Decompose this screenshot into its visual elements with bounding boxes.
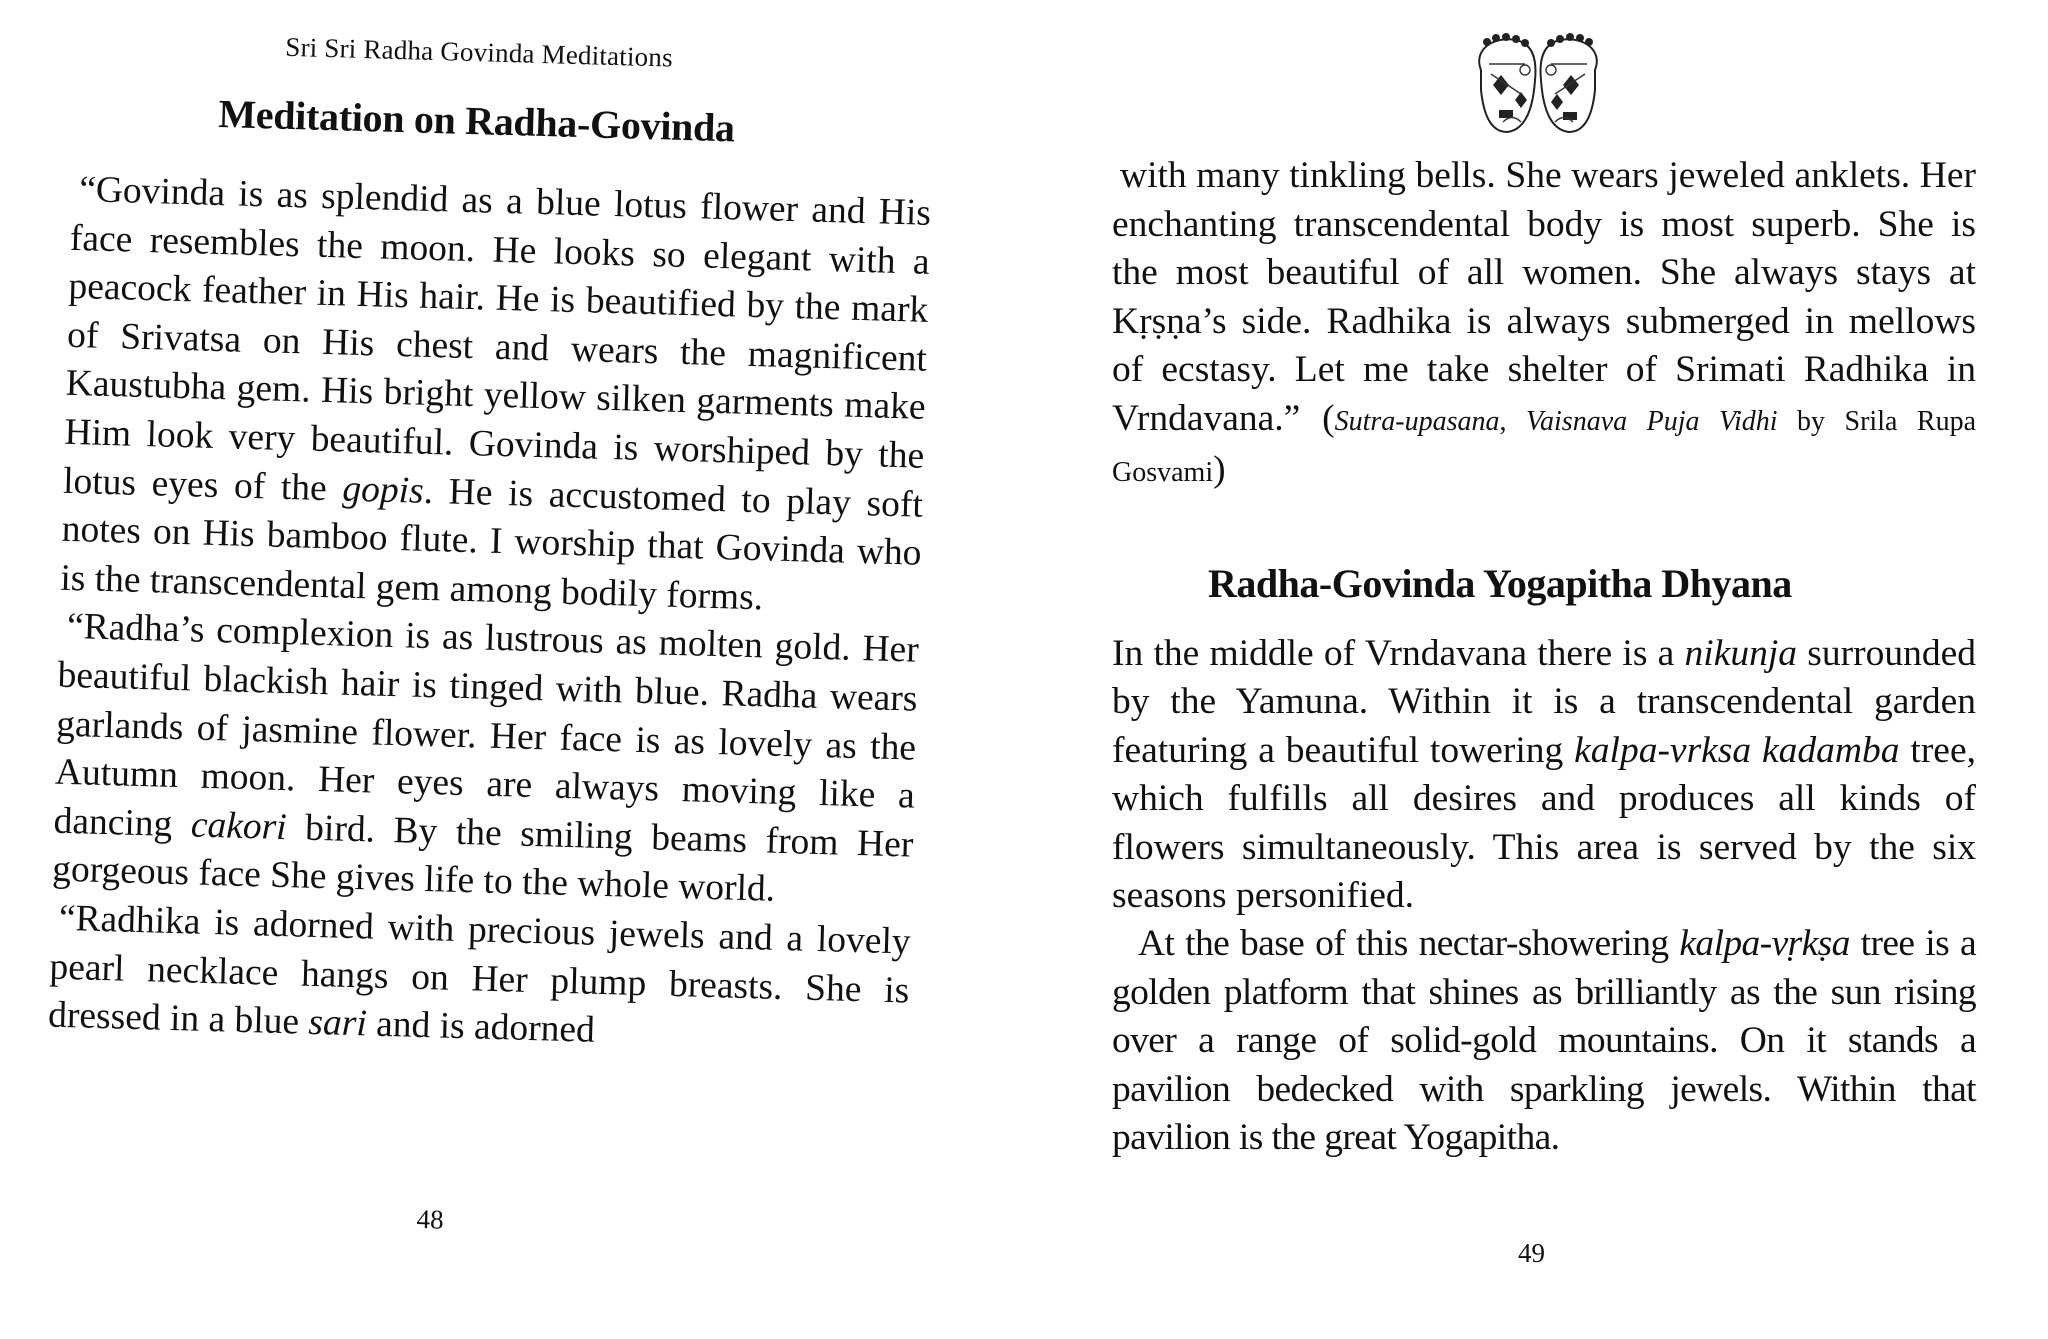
paragraph-radhika: “Radhika is adorned with precious jewels and a lovely pearl necklace hangs on Her plump breasts. She is dressed in a blue sari and is adorned: [47, 897, 912, 1051]
page-number-left: 48: [416, 1203, 445, 1235]
paragraph-continued: with many tinkling bells. She wears jeweled anklets. Her enchanting transcendental body is most superb. She is the most beautiful of all women. She always stays at Kṛṣṇa’s side. Radhika is always submerged in mellows of ecstasy. Let me take shelter of Srimati Radhika in Vrndavana.” (Sutra-upasana, Vaisnava Puja Vidhi by Srila Rupa Gosvami): [1112, 155, 1976, 490]
citation: Sutra-upasana, Vaisnava Puja Vidhi by Srila Rupa Gosvami: [1112, 405, 1976, 488]
paragraph-yogapitha: At the base of this nectar-showering kalpa-vṛkṣa tree is a golden platform that shines as brilliantly as the sun rising over a range of solid-gold mountains. On it stands a pavilion bedecked with sparkling jewels. Within that pavilion is the great Yogapitha.: [1112, 923, 1976, 1159]
section-title: Radha-Govinda Yogapitha Dhyana: [1208, 561, 1792, 606]
right-body-text: [1112, 152, 1976, 498]
paragraph-radha: “Radha’s complexion is as lustrous as molten gold. Her beautiful blackish hair is tinged with blue. Radha wears garlands of jasmine flower. Her face is as lovely as the Autumn moon. Her eyes are always moving like a dancing cakori bird. By the smiling beams from Her gorgeous face She gives life to the whole world.: [51, 606, 920, 911]
paragraph-vrndavana: In the middle of Vrndavana there is a nikunja surrounded by the Yamuna. Within it is a transcendental garden featuring a beautiful towering kalpa-vrksa kadamba tree, which fulfills all desires and produces all kinds of flowers simultaneously. This area is served by the six seasons personified.: [1112, 633, 1976, 917]
right-page: [1080, 0, 2048, 1326]
page-number-right: 49: [1518, 1238, 1545, 1268]
chapter-title: Meditation on Radha-Govinda: [217, 90, 736, 151]
running-head: Sri Sri Radha Govinda Meditations: [284, 31, 674, 73]
left-page-content: [0, 0, 997, 1339]
left-page: [0, 0, 980, 1326]
right-body-text-2: [1112, 630, 1976, 1162]
paragraph-govinda: “Govinda is as splendid as a blue lotus flower and His face resembles the moon. He looks so elegant with a peacock feather in His hair. He is beautified by the mark of Srivatsa on His chest and wears the magnificent Kaustubha gem. His bright yellow silken garments make Him look very beautiful. Govinda is worshiped by the lotus eyes of the gopis. He is accustomed to play soft notes on His bamboo flute. I worship that Govinda who is the transcendental gem among bodily forms.: [59, 169, 932, 619]
left-body-text: [48, 166, 932, 1064]
lotus-feet-icon: [1463, 30, 1613, 140]
